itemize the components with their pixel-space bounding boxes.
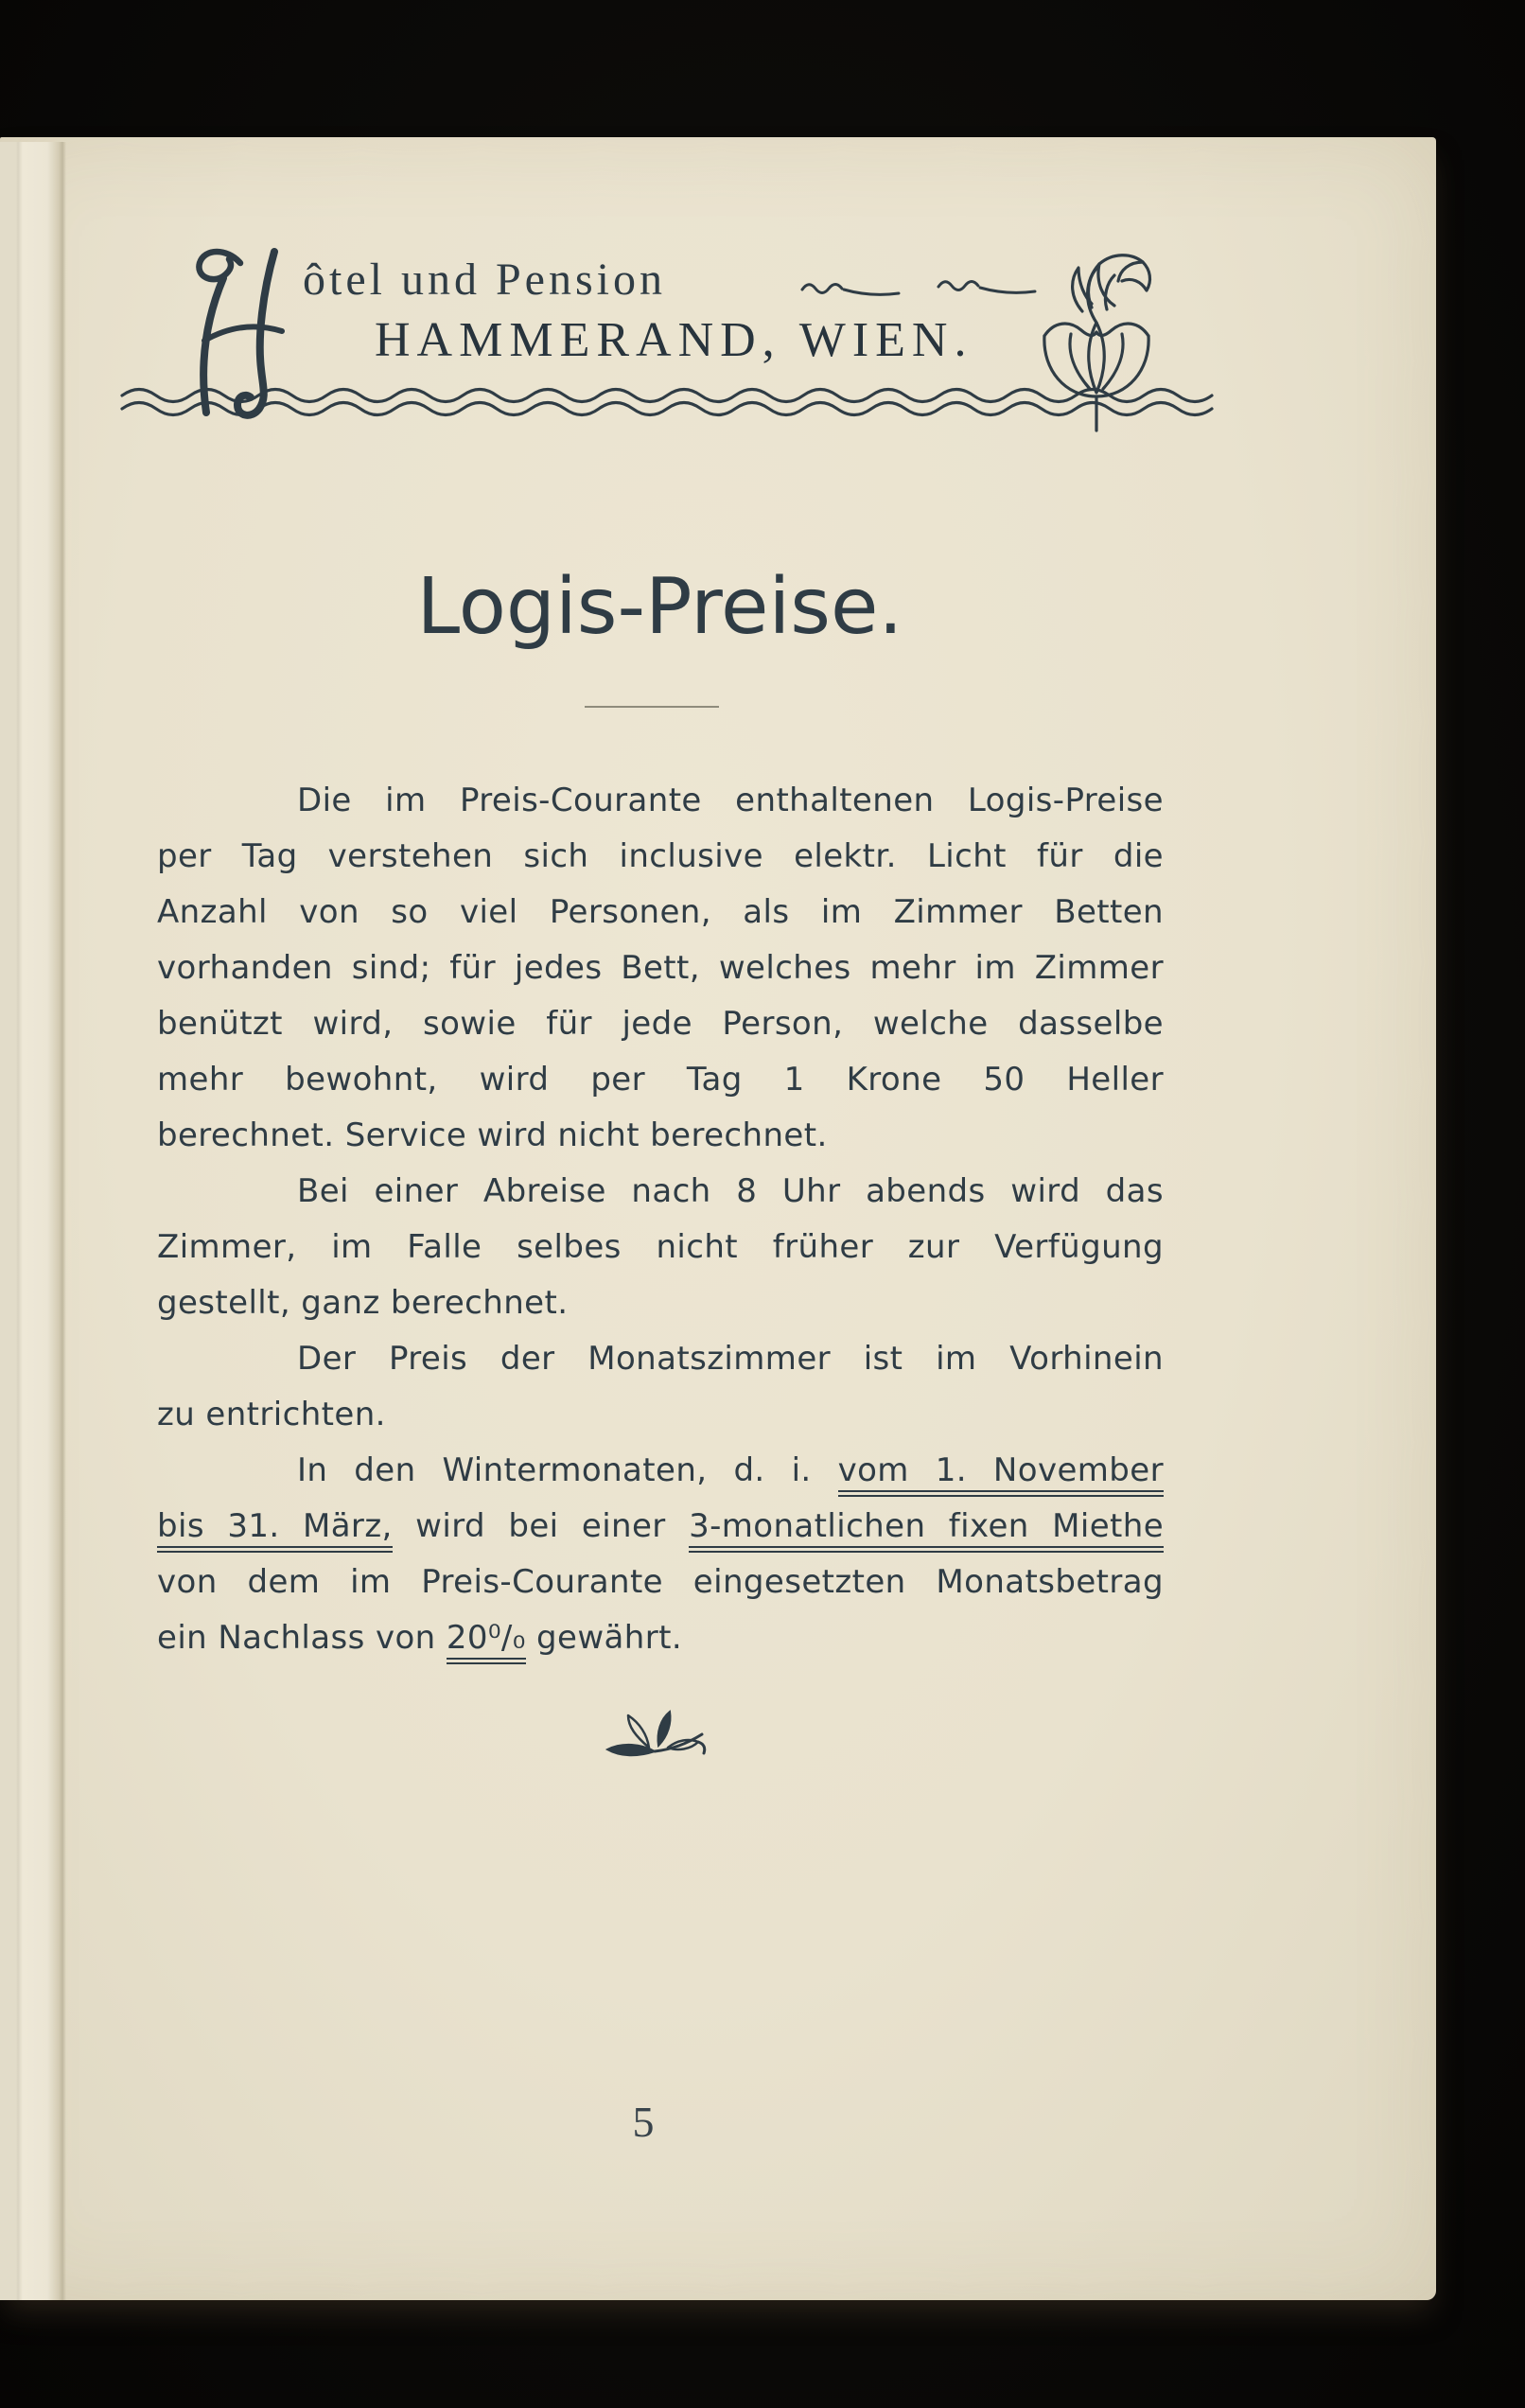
text-line: [157, 996, 1164, 1052]
page-number-text: 5: [632, 2098, 655, 2146]
page-gutter-fold: [0, 142, 66, 2300]
document-page: [0, 137, 1436, 2300]
header-name-line-text: HAMMERAND, WIEN.: [375, 313, 973, 367]
line-text: Anzahl von so viel Personen, als im Zimmer Betten: [157, 893, 1164, 931]
line-text: ein Nachlass von: [157, 1619, 447, 1657]
page-title-text: Logis-Preise.: [416, 562, 903, 652]
text-line: [157, 885, 1164, 940]
text-line: [157, 1164, 1164, 1220]
underlined-text: 20⁰/₀: [447, 1619, 526, 1660]
leaf-ornament-icon: [588, 1710, 708, 1772]
text-line: [157, 1108, 1164, 1164]
text-line: [157, 1443, 1164, 1499]
underlined-text: bis 31. März,: [157, 1507, 393, 1548]
line-text: Die im Preis-Courante enthaltenen Logis-Preise: [297, 782, 1164, 819]
header-name-line: [375, 310, 973, 371]
text-line: [157, 1499, 1164, 1555]
double-wavy-divider-icon: [119, 385, 1217, 417]
text-line: [157, 1610, 1164, 1666]
title-rule: [585, 706, 719, 708]
text-line: [157, 773, 1164, 829]
line-text: gewährt.: [525, 1619, 683, 1657]
line-text: wird bei einer: [392, 1507, 690, 1545]
line-text: In den Wintermonaten, d. i.: [297, 1451, 838, 1489]
line-text: benützt wird, sowie für jede Person, welche dasselbe: [157, 1005, 1164, 1043]
text-line: [157, 1052, 1164, 1108]
text-line: [157, 940, 1164, 996]
line-text: Der Preis der Monatszimmer ist im Vorhinein: [297, 1340, 1164, 1378]
text-line: [157, 1275, 1164, 1331]
underlined-text: vom 1. November: [838, 1451, 1164, 1492]
line-text: zu entrichten.: [157, 1396, 386, 1433]
line-text: mehr bewohnt, wird per Tag 1 Krone 50 Heller: [157, 1061, 1164, 1099]
page-title: [156, 555, 1164, 659]
header-hotel-line: [303, 252, 666, 308]
header-hotel-line-text: ôtel und Pension: [303, 255, 666, 305]
line-text: per Tag verstehen sich inclusive elektr. Licht für die: [157, 837, 1164, 875]
line-text: Zimmer, im Falle selbes nicht früher zur Verfügung: [157, 1228, 1164, 1266]
line-text: berechnet. Service wird nicht berechnet.: [157, 1116, 828, 1154]
header-flourish-icon: [797, 275, 1052, 304]
text-line: [157, 1220, 1164, 1275]
text-line: [157, 1387, 1164, 1443]
text-line: [157, 829, 1164, 885]
page-number: [596, 2098, 691, 2147]
line-text: Bei einer Abreise nach 8 Uhr abends wird das: [297, 1172, 1164, 1210]
line-text: vorhanden sind; für jedes Bett, welches mehr im Zimmer: [157, 949, 1164, 987]
line-text: gestellt, ganz berechnet.: [157, 1284, 569, 1322]
body-text: [157, 773, 1164, 1666]
underlined-text: 3-monatlichen fixen Miethe: [689, 1507, 1164, 1548]
text-line: [157, 1331, 1164, 1387]
text-line: [157, 1555, 1164, 1610]
line-text: von dem im Preis-Courante eingesetzten Monatsbetrag: [157, 1563, 1164, 1601]
